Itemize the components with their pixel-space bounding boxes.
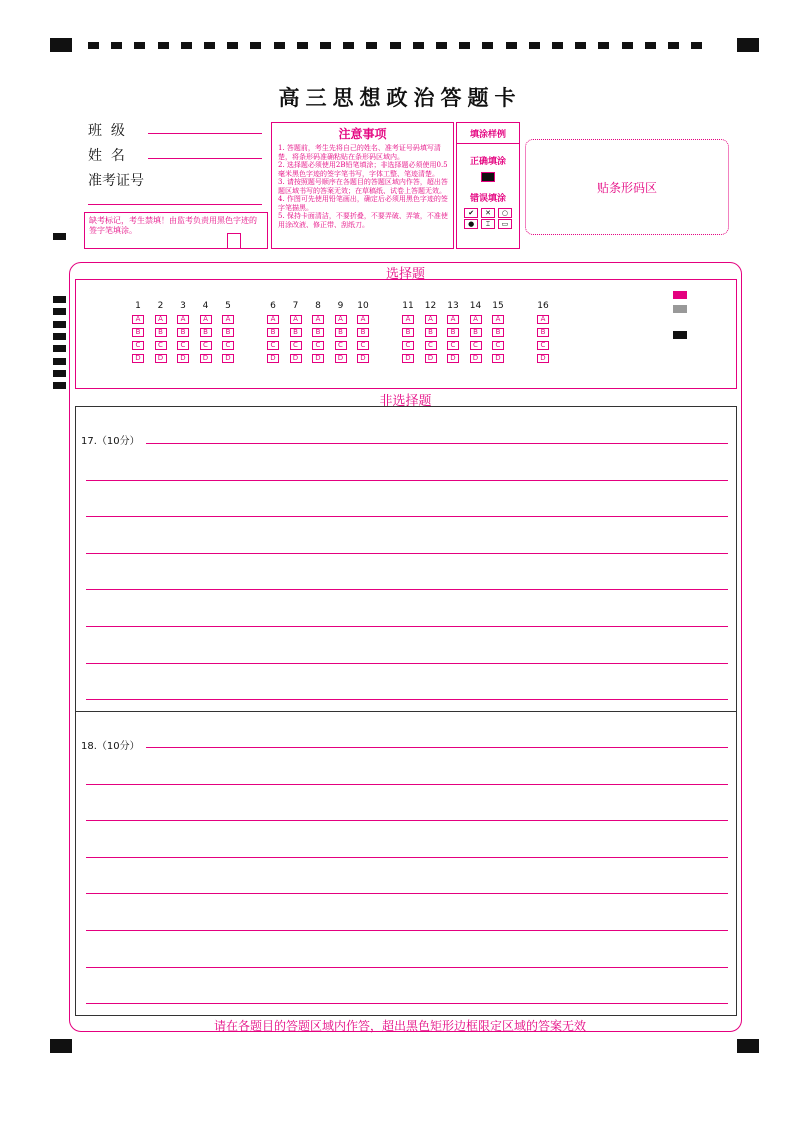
wrong-fill-examples [457,208,519,230]
answer-bubble-4-c[interactable]: C [200,341,212,350]
dot-mark-icon: ● [464,219,478,229]
timing-mark-left [53,321,66,328]
timing-dash [274,42,285,49]
writing-line [86,967,728,968]
footer-note: 请在各题目的答题区域内作答，超出黑色矩形边框限定区域的答案无效 [213,1019,586,1033]
answer-bubble-7-a[interactable]: A [290,315,302,324]
writing-line [86,516,728,517]
answer-bubble-4-d[interactable]: D [200,354,212,363]
class-field[interactable] [148,133,262,134]
question-number: 16 [537,301,549,311]
timing-mark-left [53,296,66,303]
answer-bubble-2-d[interactable]: D [155,354,167,363]
timing-dash [390,42,401,49]
notice-item: 3. 请按照题号顺序在各题目的答题区域内作答，超出答题区域书写的答案无效；在草稿纸、试卷上答题无效。 [278,178,448,195]
answer-bubble-5-a[interactable]: A [222,315,234,324]
timing-mark-left [53,370,66,377]
question-number: 15 [492,301,504,311]
answer-bubble-15-d[interactable]: D [492,354,504,363]
answer-bubble-8-d[interactable]: D [312,354,324,363]
timing-dash [645,42,656,49]
question-number: 14 [469,301,482,311]
notice-heading: 注意事项 [338,127,387,141]
answer-bubble-8-a[interactable]: A [312,315,324,324]
question-number: 4 [202,301,209,311]
writing-line [86,480,728,481]
timing-mark-left [53,333,66,340]
notice-item: 4. 作图可先使用铅笔画出，确定后必须用黑色字迹的签字笔描黑。 [278,195,448,212]
answer-bubble-10-d[interactable]: D [357,354,369,363]
answer-bubble-7-c[interactable]: C [290,341,302,350]
answer-bubble-11-c[interactable]: C [402,341,414,350]
answer-bubble-10-c[interactable]: C [357,341,369,350]
answer-bubble-3-a[interactable]: A [177,315,189,324]
question-number: 2 [157,301,164,311]
answer-bubble-15-a[interactable]: A [492,315,504,324]
answer-bubble-16-b[interactable]: B [537,328,549,337]
answer-bubble-12-b[interactable]: B [425,328,437,337]
name-field[interactable] [148,158,262,159]
answer-bubble-14-c[interactable]: C [470,341,482,350]
page-title: 高三思想政治答题卡 [278,85,522,110]
timing-dash [575,42,586,49]
barcode-label: 贴条形码区 [596,180,657,195]
exam-id-label: 准考证号 [88,173,144,189]
color-mark-black [673,331,687,339]
choice-section-title: 选择题 [385,267,425,282]
barcode-area [525,139,729,235]
answer-bubble-14-a[interactable]: A [470,315,482,324]
timing-dash [204,42,215,49]
class-label: 班 级 [88,123,125,139]
answer-bubble-7-b[interactable]: B [290,328,302,337]
question-number: 11 [402,301,414,311]
writing-line [146,747,728,748]
correct-fill-label: 正确填涂 [469,157,506,167]
timing-dash [506,42,517,49]
question-number: 5 [225,301,231,311]
absent-marker-box [84,212,268,249]
answer-bubble-11-d[interactable]: D [402,354,414,363]
writing-line [86,589,728,590]
answer-bubble-11-a[interactable]: A [402,315,414,324]
answer-bubble-1-c[interactable]: C [132,341,144,350]
writing-line [86,699,728,700]
timing-dash [598,42,609,49]
answer-bubble-15-c[interactable]: C [492,341,504,350]
timing-dash [482,42,493,49]
wrong-fill-label: 错误填涂 [469,194,506,204]
answer-bubble-12-d[interactable]: D [425,354,437,363]
answer-bubble-8-c[interactable]: C [312,341,324,350]
answer-bubble-6-c[interactable]: C [267,341,279,350]
question-number: 1 [135,301,141,311]
timing-dash [413,42,424,49]
answer-box-q17[interactable] [75,406,737,712]
writing-line [86,553,728,554]
answer-bubble-1-d[interactable]: D [132,354,144,363]
corner-mark-top-left [50,38,72,52]
corner-mark-bottom-left [50,1039,72,1053]
timing-dash [529,42,540,49]
timing-mark-left [53,308,66,315]
answer-bubble-1-a[interactable]: A [132,315,144,324]
fill-sample-box [456,122,520,249]
answer-bubble-6-b[interactable]: B [267,328,279,337]
answer-bubble-9-a[interactable]: A [335,315,347,324]
writing-line [86,784,728,785]
question-number: 7 [292,301,299,311]
writing-line [146,443,728,444]
writing-line [86,857,728,858]
question-number: 8 [315,301,321,311]
answer-bubble-14-b[interactable]: B [470,328,482,337]
check-mark-icon: ✔ [464,208,478,218]
question-number: 9 [337,301,344,311]
name-label: 姓 名 [88,148,125,164]
answer-bubble-5-d[interactable]: D [222,354,234,363]
answer-bubble-14-d[interactable]: D [470,354,482,363]
answer-bubble-5-c[interactable]: C [222,341,234,350]
answer-bubble-9-b[interactable]: B [335,328,347,337]
question-label: 18.（10分） [81,741,140,752]
corner-mark-top-right [737,38,759,52]
answer-bubble-16-c[interactable]: C [537,341,549,350]
writing-line [86,930,728,931]
writing-line [86,893,728,894]
answer-bubble-11-b[interactable]: B [402,328,414,337]
answer-bubble-4-a[interactable]: A [200,315,212,324]
question-number: 10 [357,301,369,311]
answer-bubble-16-a[interactable]: A [537,315,549,324]
answer-bubble-3-d[interactable]: D [177,354,189,363]
timing-dash [343,42,354,49]
answer-bubble-13-b[interactable]: B [447,328,459,337]
timing-dash [227,42,238,49]
answer-bubble-2-b[interactable]: B [155,328,167,337]
notice-item: 2. 选择题必须使用2B铅笔填涂；非选择题必须使用0.5毫米黑色字迹的签字笔书写，字体工整、笔迹清楚。 [278,161,448,178]
question-number: 3 [180,301,186,311]
question-number: 6 [270,301,276,311]
timing-mark-left [53,233,66,240]
timing-dash [320,42,331,49]
question-label: 17.（10分） [81,436,140,447]
slash-mark-icon: ⌶ [481,219,495,229]
timing-mark-left [53,358,66,365]
answer-bubble-13-c[interactable]: C [447,341,459,350]
notice-item: 1. 答题前，考生先将自己的姓名、准考证号码填写清楚，将条形码准确粘贴在条形码区域内。 [278,144,441,161]
question-number: 12 [424,301,437,311]
answer-bubble-9-d[interactable]: D [335,354,347,363]
answer-bubble-12-a[interactable]: A [425,315,437,324]
color-mark-pink [673,291,687,299]
answer-box-q18[interactable] [75,711,737,1016]
writing-line [86,663,728,664]
cross-mark-icon: ✕ [481,208,495,218]
answer-bubble-10-b[interactable]: B [357,328,369,337]
timing-dash [552,42,563,49]
timing-dash [668,42,679,49]
timing-dash [459,42,470,49]
timing-dash [366,42,377,49]
answer-bubble-8-b[interactable]: B [312,328,324,337]
answer-bubble-4-b[interactable]: B [200,328,212,337]
timing-mark-left [53,345,66,352]
timing-dash [622,42,633,49]
timing-dash [691,42,702,49]
answer-bubble-12-c[interactable]: C [425,341,437,350]
answer-bubble-13-a[interactable]: A [447,315,459,324]
absent-note: 缺考标记，考生禁填！由监考负责用黑色字迹的签字笔填涂。 [89,216,257,235]
answer-bubble-10-a[interactable]: A [357,315,369,324]
writing-line [86,820,728,821]
timing-dash [111,42,122,49]
answer-bubble-15-b[interactable]: B [492,328,504,337]
answer-bubble-7-d[interactable]: D [290,354,302,363]
sample-heading: 填涂样例 [457,123,519,144]
answer-bubble-6-d[interactable]: D [267,354,279,363]
timing-mark-left [53,382,66,389]
answer-bubble-3-b[interactable]: B [177,328,189,337]
circle-mark-icon: ○ [498,208,512,218]
exam-id-field[interactable] [88,204,262,205]
answer-bubble-6-a[interactable]: A [267,315,279,324]
absent-checkbox[interactable] [227,233,241,249]
correct-fill-example [481,172,495,182]
timing-dash [436,42,447,49]
nonchoice-section-title: 非选择题 [379,394,432,409]
timing-dash [88,42,99,49]
answer-bubble-13-d[interactable]: D [447,354,459,363]
notice-item: 5. 保持卡面清洁，不要折叠，不要弄破、弄皱，不准使用涂改液、修正带、刮纸刀。 [278,212,448,229]
answer-bubble-2-c[interactable]: C [155,341,167,350]
writing-line [86,1003,728,1004]
timing-dash [250,42,261,49]
answer-bubble-9-c[interactable]: C [335,341,347,350]
answer-bubble-3-c[interactable]: C [177,341,189,350]
bar-mark-icon: ▭ [498,219,512,229]
writing-line [86,626,728,627]
color-mark-gray [673,305,687,313]
corner-mark-bottom-right [737,1039,759,1053]
answer-bubble-16-d[interactable]: D [537,354,549,363]
answer-bubble-1-b[interactable]: B [132,328,144,337]
timing-dash [297,42,308,49]
timing-dash [158,42,169,49]
answer-bubble-5-b[interactable]: B [222,328,234,337]
question-number: 13 [447,301,459,311]
timing-dash [181,42,192,49]
timing-dash [134,42,145,49]
answer-bubble-2-a[interactable]: A [155,315,167,324]
notice-box [271,122,454,249]
